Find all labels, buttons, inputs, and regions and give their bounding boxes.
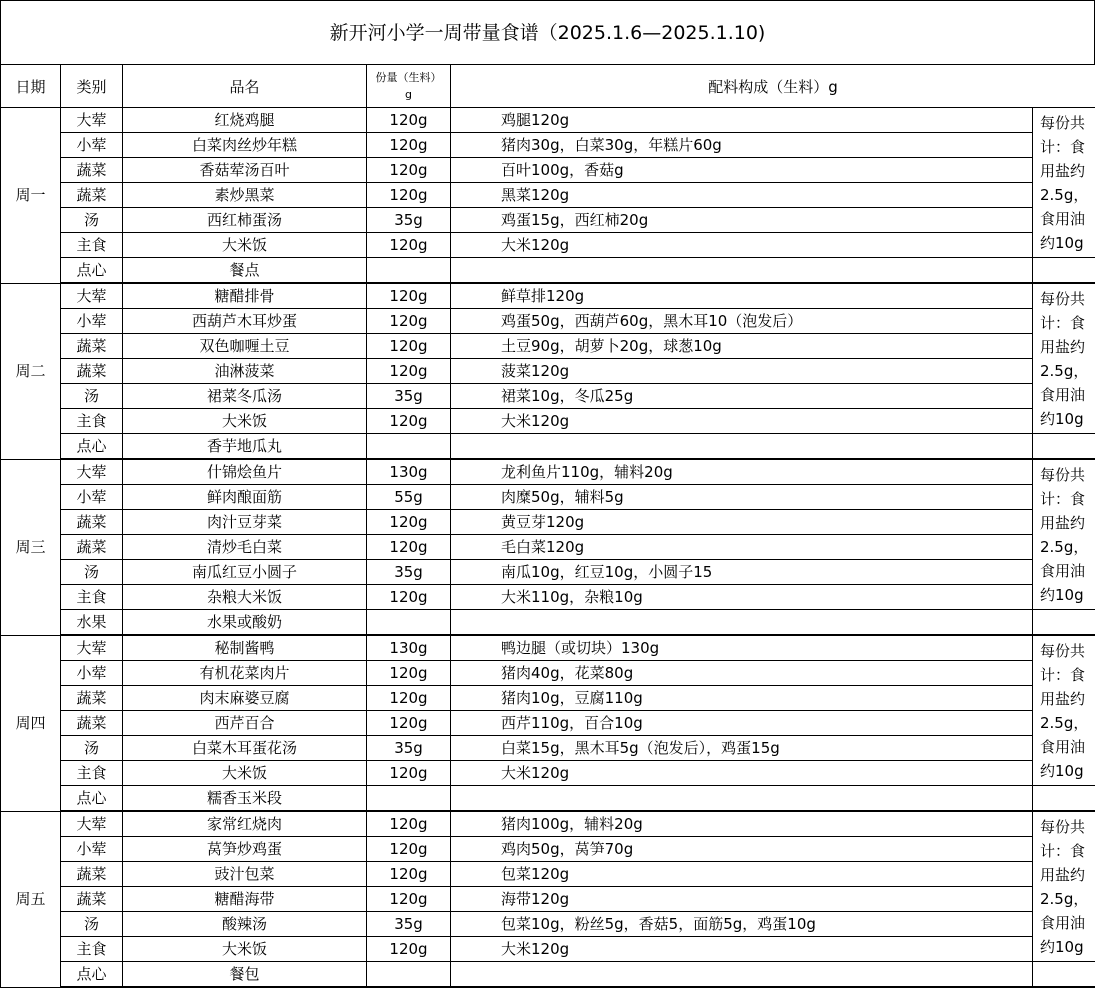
ingredients-cell: 鸭边腿（或切块）130g: [451, 635, 1033, 661]
ingredients-cell: 猪肉100g，辅料20g: [451, 811, 1033, 837]
ingredients-cell: 鸡蛋50g，西葫芦60g，黑木耳10（泡发后）: [451, 309, 1033, 334]
ingredients-cell: 龙利鱼片110g，辅料20g: [451, 459, 1033, 485]
portion-cell: [367, 610, 451, 636]
header-portion: [367, 65, 451, 108]
dish-cell: 油淋菠菜: [123, 359, 367, 384]
portion-cell: 120g: [367, 510, 451, 535]
dish-cell: 裙菜冬瓜汤: [123, 384, 367, 409]
dish-cell: 有机花菜肉片: [123, 661, 367, 686]
portion-cell: 120g: [367, 711, 451, 736]
dish-cell: 南瓜红豆小圆子: [123, 560, 367, 585]
dish-cell: 白菜肉丝炒年糕: [123, 133, 367, 158]
category-cell: 小荤: [61, 837, 123, 862]
category-cell: 大荤: [61, 459, 123, 485]
category-cell: 主食: [61, 409, 123, 434]
dish-cell: 糖醋排骨: [123, 283, 367, 309]
table-row: [1, 108, 1095, 133]
ingredients-cell: 猪肉30g，白菜30g，年糕片60g: [451, 133, 1033, 158]
table-row: [1, 233, 1095, 258]
table-row: [1, 635, 1095, 661]
category-cell: 主食: [61, 233, 123, 258]
dish-cell: 西芹百合: [123, 711, 367, 736]
nutrition-note: 每份共计：食用盐约2.5g，食用油约10g: [1033, 108, 1095, 258]
portion-cell: 120g: [367, 283, 451, 309]
portion-cell: 55g: [367, 485, 451, 510]
dish-cell: 杂粮大米饭: [123, 585, 367, 610]
portion-cell: 120g: [367, 761, 451, 786]
table-row: [1, 811, 1095, 837]
ingredients-cell: 猪肉40g，花菜80g: [451, 661, 1033, 686]
ingredients-cell: 菠菜120g: [451, 359, 1033, 384]
category-cell: 主食: [61, 761, 123, 786]
table-row: [1, 309, 1095, 334]
ingredients-cell: 海带120g: [451, 887, 1033, 912]
ingredients-cell: 大米120g: [451, 937, 1033, 962]
dish-cell: 西葫芦木耳炒蛋: [123, 309, 367, 334]
portion-cell: 120g: [367, 811, 451, 837]
dish-cell: 大米饭: [123, 761, 367, 786]
table-row: [1, 937, 1095, 962]
portion-cell: 120g: [367, 837, 451, 862]
empty-note-cell: [1033, 962, 1095, 988]
category-cell: 蔬菜: [61, 862, 123, 887]
category-cell: 小荤: [61, 661, 123, 686]
category-cell: 蔬菜: [61, 334, 123, 359]
category-cell: 点心: [61, 962, 123, 988]
portion-cell: 120g: [367, 686, 451, 711]
dish-cell: 酸辣汤: [123, 912, 367, 937]
ingredients-cell: [451, 434, 1033, 460]
table-row: [1, 183, 1095, 208]
ingredients-cell: [451, 610, 1033, 636]
category-cell: 小荤: [61, 485, 123, 510]
empty-note-cell: [1033, 258, 1095, 284]
table-row: [1, 711, 1095, 736]
ingredients-cell: 大米120g: [451, 761, 1033, 786]
portion-cell: 35g: [367, 912, 451, 937]
dish-cell: 家常红烧肉: [123, 811, 367, 837]
day-cell: 周四: [1, 635, 61, 811]
dish-cell: 肉末麻婆豆腐: [123, 686, 367, 711]
category-cell: 蔬菜: [61, 183, 123, 208]
portion-cell: 120g: [367, 334, 451, 359]
portion-cell: 120g: [367, 585, 451, 610]
portion-cell: 130g: [367, 635, 451, 661]
ingredients-cell: 西芹110g，百合10g: [451, 711, 1033, 736]
empty-note-cell: [1033, 610, 1095, 636]
category-cell: 蔬菜: [61, 359, 123, 384]
table-row: [1, 359, 1095, 384]
dish-cell: 什锦烩鱼片: [123, 459, 367, 485]
portion-cell: [367, 786, 451, 812]
table-row: [1, 208, 1095, 233]
ingredients-cell: 毛白菜120g: [451, 535, 1033, 560]
dish-cell: 西红柿蛋汤: [123, 208, 367, 233]
ingredients-cell: 鸡肉50g，莴笋70g: [451, 837, 1033, 862]
portion-cell: [367, 258, 451, 284]
day-cell: 周五: [1, 811, 61, 987]
table-row: [1, 962, 1095, 988]
category-cell: 点心: [61, 258, 123, 284]
dish-cell: 豉汁包菜: [123, 862, 367, 887]
table-row: [1, 334, 1095, 359]
empty-note-cell: [1033, 434, 1095, 460]
table-row: [1, 510, 1095, 535]
table-row: [1, 610, 1095, 636]
ingredients-cell: 黑菜120g: [451, 183, 1033, 208]
dish-cell: 糖醋海带: [123, 887, 367, 912]
ingredients-cell: 裙菜10g，冬瓜25g: [451, 384, 1033, 409]
table-row: [1, 761, 1095, 786]
portion-cell: [367, 434, 451, 460]
dish-cell: 大米饭: [123, 937, 367, 962]
dish-cell: 双色咖喱土豆: [123, 334, 367, 359]
portion-cell: 120g: [367, 133, 451, 158]
dish-cell: 大米饭: [123, 233, 367, 258]
nutrition-note: 每份共计：食用盐约2.5g，食用油约10g: [1033, 283, 1095, 434]
table-row: [1, 837, 1095, 862]
table-row: [1, 158, 1095, 183]
ingredients-cell: [451, 786, 1033, 812]
dish-cell: 秘制酱鸭: [123, 635, 367, 661]
portion-cell: 35g: [367, 208, 451, 233]
portion-cell: 35g: [367, 560, 451, 585]
dish-cell: 素炒黑菜: [123, 183, 367, 208]
dish-cell: 莴笋炒鸡蛋: [123, 837, 367, 862]
header-portion-line2: g: [367, 86, 450, 103]
dish-cell: 清炒毛白菜: [123, 535, 367, 560]
empty-note-cell: [1033, 786, 1095, 812]
category-cell: 大荤: [61, 635, 123, 661]
table-row: [1, 912, 1095, 937]
category-cell: 蔬菜: [61, 686, 123, 711]
ingredients-cell: 鸡蛋15g，西红柿20g: [451, 208, 1033, 233]
portion-cell: 35g: [367, 736, 451, 761]
category-cell: 小荤: [61, 309, 123, 334]
ingredients-cell: 大米120g: [451, 233, 1033, 258]
ingredients-cell: 猪肉10g，豆腐110g: [451, 686, 1033, 711]
category-cell: 大荤: [61, 811, 123, 837]
portion-cell: 35g: [367, 384, 451, 409]
category-cell: 点心: [61, 786, 123, 812]
category-cell: 点心: [61, 434, 123, 460]
table-row: [1, 686, 1095, 711]
category-cell: 汤: [61, 384, 123, 409]
ingredients-cell: 肉糜50g，辅料5g: [451, 485, 1033, 510]
dish-cell: 白菜木耳蛋花汤: [123, 736, 367, 761]
table-row: [1, 384, 1095, 409]
day-cell: 周三: [1, 459, 61, 635]
portion-cell: 120g: [367, 183, 451, 208]
category-cell: 大荤: [61, 108, 123, 133]
nutrition-note: 每份共计：食用盐约2.5g，食用油约10g: [1033, 635, 1095, 786]
header-portion-line1: 份量（生料）: [367, 69, 450, 86]
header-dish: 品名: [123, 65, 367, 108]
ingredients-cell: [451, 258, 1033, 284]
category-cell: 主食: [61, 585, 123, 610]
nutrition-note: 每份共计：食用盐约2.5g，食用油约10g: [1033, 811, 1095, 962]
dish-cell: 鲜肉酿面筋: [123, 485, 367, 510]
ingredients-cell: 黄豆芽120g: [451, 510, 1033, 535]
portion-cell: 130g: [367, 459, 451, 485]
category-cell: 蔬菜: [61, 158, 123, 183]
portion-cell: 120g: [367, 233, 451, 258]
category-cell: 汤: [61, 736, 123, 761]
day-cell: 周二: [1, 283, 61, 459]
table-row: [1, 409, 1095, 434]
dish-cell: 餐包: [123, 962, 367, 988]
header-row: [1, 65, 1095, 108]
portion-cell: 120g: [367, 887, 451, 912]
table-row: [1, 560, 1095, 585]
header-ingredients: 配料构成（生料）g: [451, 65, 1095, 108]
header-date: 日期: [1, 65, 61, 108]
table-row: [1, 786, 1095, 812]
header-category: 类别: [61, 65, 123, 108]
table-row: [1, 862, 1095, 887]
portion-cell: 120g: [367, 937, 451, 962]
category-cell: 小荤: [61, 133, 123, 158]
dish-cell: 餐点: [123, 258, 367, 284]
ingredients-cell: 鸡腿120g: [451, 108, 1033, 133]
dish-cell: 香芋地瓜丸: [123, 434, 367, 460]
ingredients-cell: 土豆90g，胡萝卜20g，球葱10g: [451, 334, 1033, 359]
nutrition-note: 每份共计：食用盐约2.5g，食用油约10g: [1033, 459, 1095, 610]
table-row: [1, 535, 1095, 560]
category-cell: 大荤: [61, 283, 123, 309]
dish-cell: 水果或酸奶: [123, 610, 367, 636]
portion-cell: 120g: [367, 862, 451, 887]
portion-cell: 120g: [367, 359, 451, 384]
ingredients-cell: 南瓜10g，红豆10g，小圆子15: [451, 560, 1033, 585]
category-cell: 蔬菜: [61, 535, 123, 560]
category-cell: 汤: [61, 912, 123, 937]
dish-cell: 大米饭: [123, 409, 367, 434]
portion-cell: 120g: [367, 309, 451, 334]
table-row: [1, 736, 1095, 761]
category-cell: 主食: [61, 937, 123, 962]
dish-cell: 红烧鸡腿: [123, 108, 367, 133]
portion-cell: [367, 962, 451, 988]
ingredients-cell: [451, 962, 1033, 988]
category-cell: 汤: [61, 208, 123, 233]
table-row: [1, 485, 1095, 510]
portion-cell: 120g: [367, 661, 451, 686]
table-row: [1, 133, 1095, 158]
page-title: 新开河小学一周带量食谱（2025.1.6—2025.1.10): [0, 0, 1095, 64]
ingredients-cell: 大米120g: [451, 409, 1033, 434]
category-cell: 蔬菜: [61, 510, 123, 535]
portion-cell: 120g: [367, 535, 451, 560]
dish-cell: 肉汁豆芽菜: [123, 510, 367, 535]
portion-cell: 120g: [367, 108, 451, 133]
ingredients-cell: 百叶100g，香菇g: [451, 158, 1033, 183]
table-row: [1, 661, 1095, 686]
dish-cell: 糯香玉米段: [123, 786, 367, 812]
table-row: [1, 459, 1095, 485]
table-row: [1, 887, 1095, 912]
ingredients-cell: 包菜10g，粉丝5g，香菇5，面筋5g，鸡蛋10g: [451, 912, 1033, 937]
table-row: [1, 258, 1095, 284]
ingredients-cell: 包菜120g: [451, 862, 1033, 887]
category-cell: 蔬菜: [61, 711, 123, 736]
category-cell: 蔬菜: [61, 887, 123, 912]
menu-table: [0, 64, 1095, 988]
dish-cell: 香菇荤汤百叶: [123, 158, 367, 183]
ingredients-cell: 大米110g，杂粮10g: [451, 585, 1033, 610]
ingredients-cell: 鲜草排120g: [451, 283, 1033, 309]
table-row: [1, 283, 1095, 309]
day-cell: 周一: [1, 108, 61, 284]
category-cell: 汤: [61, 560, 123, 585]
category-cell: 水果: [61, 610, 123, 636]
table-row: [1, 434, 1095, 460]
table-row: [1, 585, 1095, 610]
menu-body: [1, 108, 1095, 988]
ingredients-cell: 白菜15g，黑木耳5g（泡发后），鸡蛋15g: [451, 736, 1033, 761]
portion-cell: 120g: [367, 409, 451, 434]
portion-cell: 120g: [367, 158, 451, 183]
